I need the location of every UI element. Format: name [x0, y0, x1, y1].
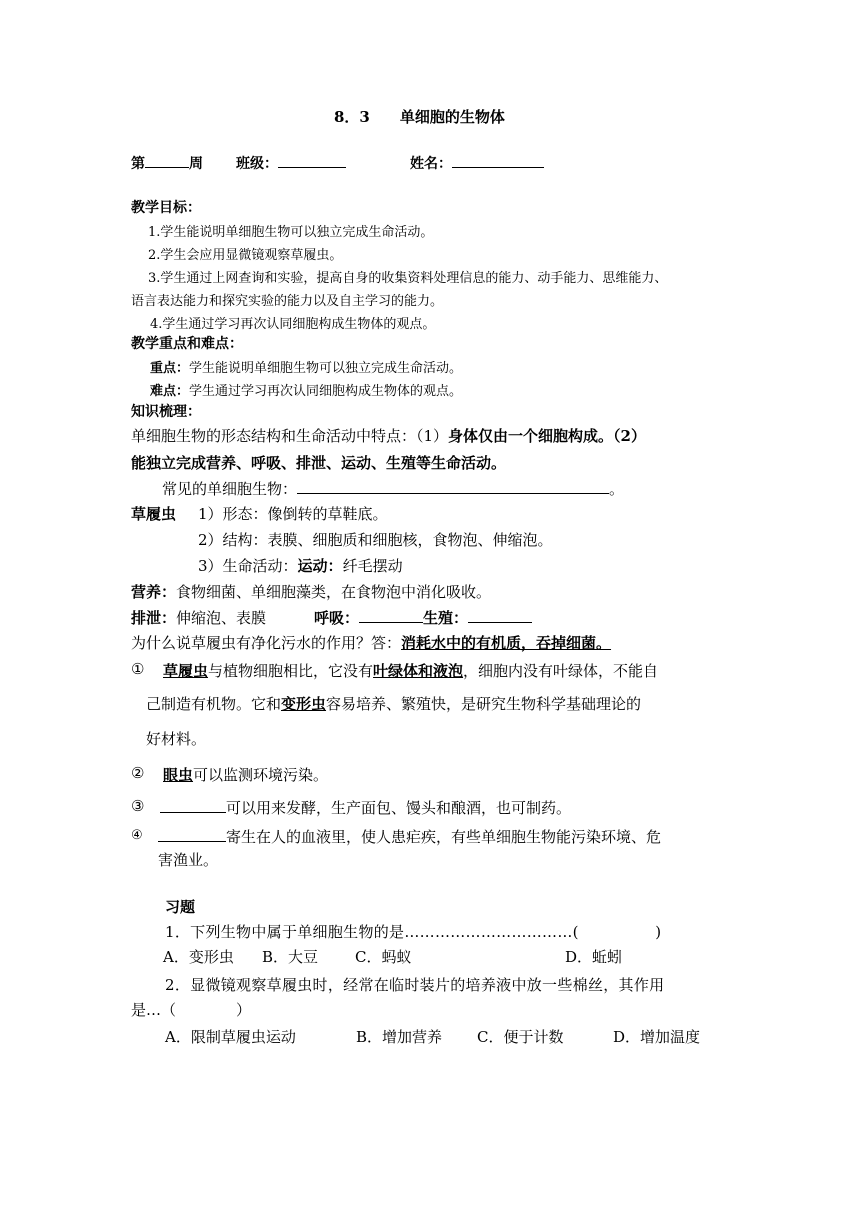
q1-option-c: C．蚂蚁: [355, 948, 412, 966]
list-item-3: [160, 797, 571, 818]
question-line: [131, 632, 611, 653]
question-2-line2: 是…（ ）: [131, 1001, 252, 1019]
respiration-label: 呼吸：: [314, 609, 360, 627]
excretion-line: [131, 607, 266, 628]
class-label: 班级：: [236, 156, 278, 172]
exercises-heading: 习题: [165, 898, 196, 916]
name-field: [410, 153, 544, 173]
knowledge-line2: 能独立完成营养、呼吸、排泄、运动、生殖等生命活动。: [131, 454, 507, 472]
amoeba-term: 变形虫: [281, 695, 327, 713]
q1-option-d: D．蚯蚓: [565, 948, 623, 966]
list-item-1-line3: 好材料。: [146, 730, 207, 748]
knowledge-line1-bold: 身体仅由一个细胞构成。（2）: [448, 427, 646, 445]
excretion-text: 伸缩泡、表膜: [176, 609, 267, 627]
list-item-4-blank: [158, 829, 226, 842]
objective-item: 1.学生能说明单细胞生物可以独立完成生命活动。: [148, 225, 434, 240]
focus-text: 学生能说明单细胞生物可以独立完成生命活动。: [189, 361, 463, 376]
q2-option-b: B．增加营养: [356, 1028, 443, 1046]
list-item-3-num: ③: [131, 797, 145, 815]
paramecium-label: 草履虫: [131, 505, 177, 523]
list-item-2: [163, 764, 328, 785]
list-item-4-num: ④: [131, 828, 143, 843]
q2-option-c: C．便于计数: [477, 1028, 564, 1046]
nutrition-line: [131, 581, 491, 602]
answer-text: 消耗水中的有机质，吞掉细菌。: [401, 634, 612, 652]
list-item-4-line2: 害渔业。: [158, 851, 219, 869]
name-blank: [452, 153, 544, 168]
week-suffix: 周: [189, 156, 203, 172]
respiration-blank: [359, 608, 423, 623]
list-item-3-text: 可以用来发酵，生产面包、馒头和酿酒，也可制药。: [226, 799, 572, 817]
keypoints-heading: 教学重点和难点：: [131, 336, 243, 352]
page-title: 8．3 单细胞的生物体: [334, 108, 505, 126]
question-2-line1: 2．显微镜观察草履虫时，经常在临时装片的培养液中放一些棉丝，其作用: [165, 976, 665, 994]
activity-bold: 运动：: [297, 557, 343, 575]
list-item-1-line2: [146, 693, 641, 714]
nutrition-label: 营养：: [131, 583, 177, 601]
respiration-field: [314, 607, 532, 628]
focus-line: [150, 357, 462, 376]
list-item-1-line2-a: 己制造有机物。它和: [146, 695, 282, 713]
difficulty-label: 难点：: [150, 384, 190, 399]
activity-prefix: 3）生命活动：: [198, 557, 298, 575]
reproduction-label: 生殖：: [423, 609, 469, 627]
q1-option-b: B．大豆: [262, 948, 319, 966]
paramecium-form: 1）形态：像倒转的草鞋底。: [198, 505, 388, 523]
week-blank: [145, 153, 189, 168]
nutrition-text: 食物细菌、单细胞藻类，在食物泡中消化吸收。: [176, 583, 492, 601]
knowledge-line1-plain: 单细胞生物的形态结构和生命活动中特点：（1）: [131, 427, 449, 445]
difficulty-text: 学生通过学习再次认同细胞构成生物体的观点。: [189, 384, 463, 399]
knowledge-line1: [131, 425, 646, 446]
reproduction-blank: [468, 608, 532, 623]
list-item-1-num: ①: [131, 660, 145, 678]
excretion-label: 排泄：: [131, 609, 177, 627]
question-1: 1．下列生物中属于单细胞生物的是……………………………( ): [165, 923, 662, 941]
list-item-2-num: ②: [131, 764, 145, 782]
q2-option-a: A．限制草履虫运动: [165, 1028, 296, 1046]
activity-text: 纤毛摆动: [342, 557, 403, 575]
name-label: 姓名：: [410, 156, 452, 172]
difficulty-line: [150, 380, 462, 399]
list-item-4-text: 寄生在人的血液里，使人患疟疾，有些单细胞生物能污染环境、危: [226, 828, 662, 846]
objectives-heading: 教学目标：: [131, 200, 201, 216]
objective-item: 4.学生通过学习再次认同细胞构成生物体的观点。: [150, 317, 436, 332]
knowledge-heading: 知识梳理：: [131, 404, 201, 420]
chloroplast-term: 叶绿体和液泡: [373, 662, 464, 680]
class-field: [236, 153, 346, 173]
euglena-term: 眼虫: [163, 766, 194, 784]
common-blank: [297, 479, 609, 494]
paramecium-term: 草履虫: [163, 662, 209, 680]
week-field: [131, 153, 203, 173]
list-item-1-text: 与植物细胞相比，它没有: [208, 662, 374, 680]
paramecium-activity: [198, 555, 403, 576]
class-blank: [278, 153, 346, 168]
objective-item: 3.学生通过上网查询和实验，提高自身的收集资料处理信息的能力、动手能力、思维能力、: [148, 271, 668, 286]
question-text: 为什么说草履虫有净化污水的作用？答：: [131, 634, 402, 652]
list-item-1-text-end: ，细胞内没有叶绿体，不能自: [463, 662, 659, 680]
list-item-4: [158, 826, 661, 847]
common-line: [162, 478, 624, 499]
list-item-1-line2-c: 容易培养、繁殖快，是研究生物科学基础理论的: [326, 695, 642, 713]
objective-item: 语言表达能力和探究实验的能力以及自主学习的能力。: [131, 294, 444, 309]
common-end: 。: [609, 480, 625, 498]
list-item-2-text: 可以监测环境污染。: [193, 766, 329, 784]
q1-option-a: A．变形虫: [163, 948, 234, 966]
list-item-3-blank: [160, 798, 226, 813]
focus-label: 重点：: [150, 361, 190, 376]
q2-option-d: D．增加温度: [613, 1028, 701, 1046]
list-item-1: [163, 660, 658, 681]
week-prefix: 第: [131, 156, 145, 172]
objective-item: 2.学生会应用显微镜观察草履虫。: [148, 248, 343, 263]
common-label: 常见的单细胞生物：: [162, 480, 298, 498]
paramecium-structure: 2）结构：表膜、细胞质和细胞核，食物泡、伸缩泡。: [198, 531, 553, 549]
